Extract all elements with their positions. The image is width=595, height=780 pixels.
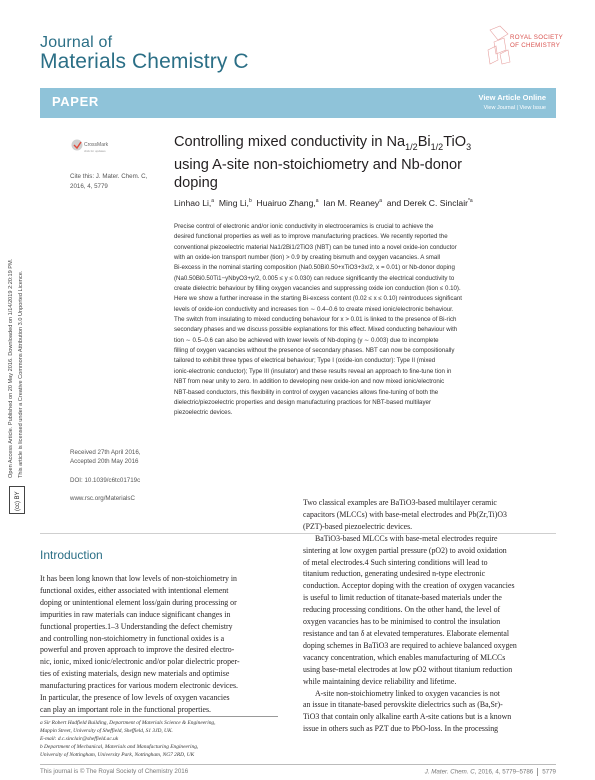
text-line: and controlling non-stoichiometry in functional oxides is a <box>40 633 225 643</box>
body-column-left <box>40 573 278 716</box>
text-line: University of Nottingham, University Park, Nottingham, NG7 2RD, UK <box>40 752 195 758</box>
article-type-band <box>40 88 556 118</box>
footnote-divider <box>40 716 278 717</box>
text-line: piezoelectric devices. <box>174 409 233 417</box>
text-line: functional properties.1–3 Understanding the defect chemistry <box>40 621 233 631</box>
text-line: The switch from insulating to mixed conducting behaviour for x > 0.01 is linked to the presence of Bi-rich <box>174 316 457 324</box>
article-history: Received 27th April 2016, Accepted 20th May 2016 <box>70 449 141 465</box>
text-line: vacancy concentration, which enables manufacturing of MLCCs <box>303 652 506 662</box>
text-line: sintering at low oxygen partial pressure (pO2) to avoid oxidation <box>303 545 507 555</box>
text-line: TiO3 that contain only alkaline earth A-site cations but is a known <box>303 712 512 722</box>
footer-divider <box>40 764 556 765</box>
text-line: an issue in titanate-based perovskite dielectrics such as (Ba,Sr)- <box>303 700 503 710</box>
footer-copyright: This journal is © The Royal Society of Chemistry 2016 <box>40 768 189 775</box>
text-line: Mappin Street, University of Sheffield, Sheffield, S1 3JD, UK. <box>40 728 173 734</box>
text-line: powerful and proven approach to improve the desired electro- <box>40 645 235 655</box>
text-line: Bi-excess in the nominal starting composition (Na0.50Bi0.50+xTiO3+3x/2, x = 0.01) or Nb-donor doping <box>174 264 455 272</box>
text-line: BaTiO3-based MLCCs with base-metal electrodes require <box>315 533 498 543</box>
page-number: 5779 <box>542 768 556 776</box>
text-line: Two classical examples are BaTiO3-based multilayer ceramic <box>303 498 497 507</box>
journal-name-line1: Journal of <box>40 34 113 51</box>
text-line: secondary phases and we discuss possible explanations for this effect. Mixed conducting behaviour with <box>174 326 458 334</box>
text-line: NBT from near unity to zero. In addition to developing new oxide-ion and now mixed ionic/electronic <box>174 378 445 386</box>
view-article-online-link[interactable]: View Article Online <box>478 93 546 102</box>
text-line: using base-metal electrodes at low pO2 without titanium reduction <box>303 664 513 674</box>
footer-citation: J. Mater. Chem. C, 2016, 4, 5779–5786 5779 <box>424 768 556 776</box>
abstract <box>174 222 554 419</box>
text-line: A-site non-stoichiometry linked to oxygen vacancies is not <box>315 688 500 698</box>
body-column-right <box>303 497 556 735</box>
text-line: (PZT)-based piezoelectric devices. <box>303 521 413 531</box>
text-line: capacitors (MLCCs) with base-metal electrodes and Pb(Zr,Ti)O3 <box>303 509 507 519</box>
text-line: tion ∼ 0.5–0.6 can also be achieved with lower levels of Nb-doping (y ∼ 0.003) due to incomplete <box>174 336 439 344</box>
text-line: doping schemes in BaTiO3 are required to achieve balanced oxygen <box>303 640 517 650</box>
text-line: resistance and tan δ at elevated temperatures. Elaborate elemental <box>303 628 510 638</box>
text-line: is useful to limit reduction of titanate-based materials under the <box>303 593 502 603</box>
text-line: It has been long known that low levels of non-stoichiometry in <box>40 574 237 583</box>
text-line: filling of oxygen vacancies without the presence of secondary phases. NBT can now be compositionally <box>174 347 455 355</box>
text-line: (Na0.50Bi0.50Ti1−yNbyO3+y/2, 0.005 ≤ y ≤ 0.030) can reduce significantly the electrical conductivity to <box>174 274 455 282</box>
crossmark-badge[interactable] <box>70 136 109 158</box>
text-line: create dielectric behaviour by filling oxygen vacancies and suppressing oxide ion conduction (tion ≤ 0.10). <box>174 285 461 293</box>
text-line: with an oxide-ion transport number (tion) > 0.9 by creating bismuth and oxygen vacancies. A small <box>174 254 441 262</box>
section-heading-introduction: Introduction <box>40 548 103 562</box>
text-line: ties of existing materials, design new materials and optimise <box>40 669 230 679</box>
text-line: E-mail: d.c.sinclair@sheffield.ac.uk <box>40 736 119 742</box>
text-line: oxygen vacancies has to be minimised to control the insulation <box>303 617 501 627</box>
text-line: In particular, the presence of low levels of oxygen vacancies <box>40 693 230 703</box>
author-list: Linhao Li,$^a$ Ming Li,$^b$ Huairuo Zhang,$^a$ Ian M. Reaney$^a$ and Derek C. Sinclair$^{*a}$ <box>174 198 473 208</box>
licence-sidebar <box>2 150 32 480</box>
view-journal-issue-links[interactable]: View Journal | View Issue <box>483 105 546 111</box>
text-line: desired functional properties as well as to improve manufacturing practices. We recently reported the <box>174 233 448 241</box>
doi[interactable]: DOI: 10.1039/c6tc01719c <box>70 477 141 484</box>
author: Ming Li, <box>218 198 249 208</box>
text-line: Precise control of electronic and/or ionic conductivity in electroceramics is crucial to achieve the <box>174 223 434 230</box>
article-type-label: PAPER <box>52 94 99 109</box>
svg-text:CrossMark: CrossMark <box>84 142 109 148</box>
text-line: issue in others such as PZT due to PbO-loss. In the processing <box>303 724 499 734</box>
licence-line-1: Open Access Article. Published on 20 May 2016. Downloaded on 1/14/2019 2:20:19 PM. <box>8 258 14 478</box>
svg-text:(cc) BY: (cc) BY <box>15 491 21 511</box>
author: Huairuo Zhang, <box>256 198 316 208</box>
text-line: levels of oxide-ion conductivity and increases tion ∼ 0.4–0.6 to create mixed ionic/electronic behaviour. <box>174 305 454 313</box>
author: and Derek C. Sinclair <box>386 198 468 208</box>
licence-line-2: This article is licensed under a Creative Commons Attribution 3.0 Unported Licence. <box>18 270 24 478</box>
journal-url[interactable]: www.rsc.org/MaterialsC <box>70 495 135 502</box>
text-line: NBT-based conductors, this flexibility in control of oxygen vacancies allows fine-tuning of both the <box>174 388 439 396</box>
text-line: while maintaining device reliability and lifetime. <box>303 676 457 686</box>
text-line: of metal electrodes.4 Such sintering conditions will lead to <box>303 557 488 567</box>
text-line: impurities in raw materials can induce significant changes in <box>40 609 231 619</box>
text-line: Here we show a further increase in the starting Bi-excess content (0.02 ≤ x ≤ 0.10) reintroduces significant <box>174 295 462 303</box>
text-line: doping or unintentional element loss/gain during processing or <box>40 597 237 607</box>
text-line: manufacturing practices for various modern electronic devices. <box>40 681 238 691</box>
text-line: conventional piezoelectric material Na1/2Bi1/2TiO3 (NBT) can be tuned into a novel oxide-ion conductor <box>174 243 457 251</box>
author: Ian M. Reaney <box>323 198 380 208</box>
text-line: ionic-electronic conductor); Type III (insulator) and these results reveal an approach to fine-tune tion in <box>174 367 452 375</box>
text-line: a Sir Robert Hadfield Building, Department of Materials Science & Engineering, <box>40 720 216 726</box>
rsc-logo-text: ROYAL SOCIETY OF CHEMISTRY <box>510 34 564 49</box>
text-line: can play an important role in the functional properties. <box>40 704 211 714</box>
text-line: nic, ionic, mixed ionic/electronic and/or polar dielectric proper- <box>40 657 240 667</box>
text-line: b Department of Mechanical, Materials and Manufacturing Engineering, <box>40 744 199 750</box>
cc-by-badge[interactable] <box>9 486 25 514</box>
text-line: reducing processing conditions. On the other hand, the level of <box>303 605 501 615</box>
text-line: tailored to exhibit three types of electrical behaviour; Type I (oxide-ion conductor): Type II (mixed <box>174 357 436 365</box>
svg-text:click for updates: click for updates <box>84 149 106 153</box>
journal-name-line2: Materials Chemistry C <box>40 50 249 73</box>
article-title: Controlling mixed conductivity in $Na_{1/2}Bi_{1/2}TiO_3$ using A-site non-stoichiometry and Nb-donor doping <box>174 134 472 191</box>
text-line: dielectric/piezoelectric properties and design manufacturing practices for NBT-based multilayer <box>174 398 432 406</box>
author: Linhao Li, <box>174 198 212 208</box>
citation: Cite this: J. Mater. Chem. C, 2016, 4, 5779 <box>70 173 148 190</box>
affiliation-footnotes <box>40 719 278 759</box>
text-line: functional oxides, either associated with intentional element <box>40 585 229 595</box>
text-line: conduction. Acceptor doping with the creation of oxygen vacancies <box>303 581 515 591</box>
text-line: titanium reduction, generating undesired n-type electronic <box>303 569 486 579</box>
